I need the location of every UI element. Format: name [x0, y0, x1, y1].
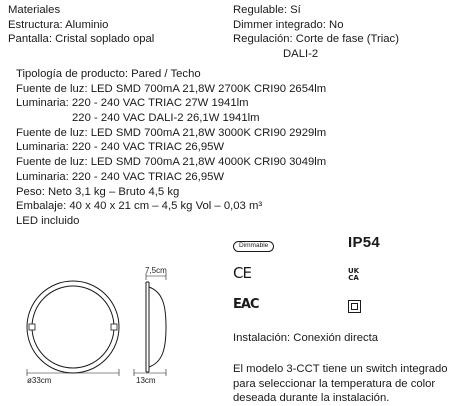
shade-text: Pantalla: Cristal soplado opal: [8, 33, 155, 46]
dimmable-badge: Dimmable: [233, 241, 274, 252]
spec-line: Fuente de luz: LED SMD 700mA 21,8W 4000K CRI90 3049lm: [16, 156, 327, 169]
spec-line: Luminaria: 220 - 240 VAC TRIAC 26,95W: [16, 170, 225, 183]
depth-label: 13cm: [136, 376, 156, 385]
cct-note: El modelo 3-CCT tiene un switch integrado para seleccionar la temperatura de color deseada durante la instalación.: [233, 363, 448, 405]
rim-label: 7,5cm: [145, 266, 167, 275]
spec-line: Peso: Neto 3,1 kg – Bruto 4,5 kg: [16, 185, 180, 198]
dimmable-text: Regulable: Sí: [233, 4, 301, 16]
materials-heading: Materiales: [8, 4, 61, 16]
spec-line: Luminaria: 220 - 240 VAC TRIAC 27W 1941lm: [16, 97, 249, 110]
depth-dimension-line: [134, 369, 166, 376]
spec-line: 220 - 240 VAC DALI-2 26,1W 1941lm: [72, 112, 260, 125]
class-ii-icon: [348, 300, 361, 313]
dali-text: DALI-2: [283, 48, 319, 61]
ip-rating: IP54: [348, 234, 381, 251]
spec-line: Luminaria: 220 - 240 VAC TRIAC 26,95W: [16, 141, 225, 154]
ce-mark-icon: CE: [233, 264, 251, 282]
integrated-dimmer-text: Dimmer integrado: No: [233, 18, 344, 31]
spec-line: Fuente de luz: LED SMD 700mA 21,8W 2700K CRI90 2654lm: [16, 82, 327, 95]
spec-line: Fuente de luz: LED SMD 700mA 21,8W 3000K CRI90 2929lm: [16, 126, 327, 139]
regulation-text: Regulación: Corte de fase (Triac): [233, 33, 399, 46]
front-view-drawing: [27, 281, 119, 373]
structure-text: Estructura: Aluminio: [8, 18, 109, 31]
installation-text: Instalación: Conexión directa: [233, 332, 379, 344]
spec-line: Embalaje: 40 x 40 x 21 cm – 4,5 kg Vol – 0,03 m³: [16, 200, 263, 213]
spec-line: Tipología de producto: Pared / Techo: [16, 68, 201, 80]
ukca-mark-icon: [348, 268, 359, 282]
diameter-label: ø33cm: [27, 376, 52, 385]
ukca-top: UK: [348, 267, 360, 275]
side-view-drawing: [146, 282, 166, 372]
spec-line: LED incluido: [16, 214, 80, 227]
eac-mark-icon: EAC: [233, 297, 259, 312]
ukca-bottom: CA: [348, 274, 359, 282]
